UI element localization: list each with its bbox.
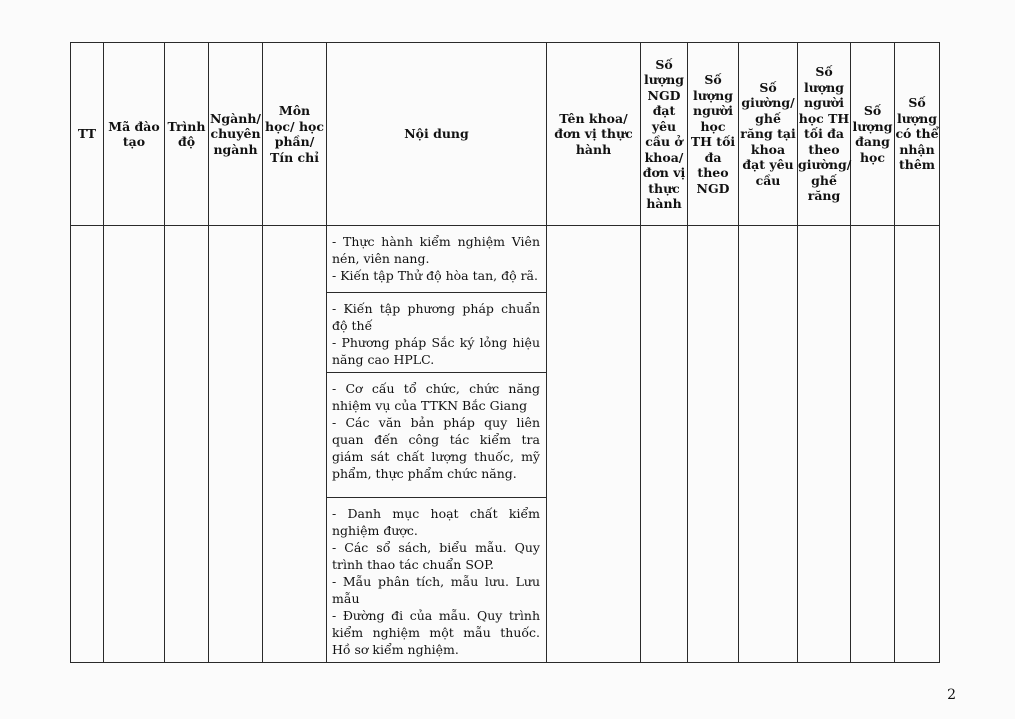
content-block bbox=[327, 373, 546, 498]
cell-so-luong-dang-hoc bbox=[851, 226, 895, 663]
content-line: - Thực hành kiểm nghiệm Viên nén, viên nang. bbox=[332, 234, 540, 266]
cell-so-luong-toi-da-giuong bbox=[798, 226, 851, 663]
content-line: - Kiến tập phương pháp chuẩn độ thế bbox=[332, 300, 540, 333]
cell-noi-dung bbox=[327, 226, 547, 663]
header-so-giuong: Số giường/ ghế răng tại khoa đạt yêu cầu bbox=[739, 43, 798, 226]
practice-table bbox=[70, 42, 940, 663]
header-noi-dung: Nội dung bbox=[327, 43, 547, 226]
table-row bbox=[71, 226, 940, 663]
header-trinh-do: Trình độ bbox=[165, 43, 209, 226]
cell-so-luong-nguoi-hoc-th bbox=[688, 226, 739, 663]
header-ma-dao-tao: Mã đào tạo bbox=[104, 43, 165, 226]
header-so-luong-nhan-them: Số lượng có thể nhận thêm bbox=[895, 43, 940, 226]
cell-trinh-do bbox=[165, 226, 209, 663]
header-nganh: Ngành/ chuyên ngành bbox=[209, 43, 263, 226]
cell-so-luong-ngd bbox=[641, 226, 688, 663]
content-line: - Mẫu phân tích, mẫu lưu. Lưu mẫu bbox=[332, 573, 540, 606]
header-so-luong-dang-hoc: Số lượng đang học bbox=[851, 43, 895, 226]
cell-ma-dao-tao bbox=[104, 226, 165, 663]
cell-so-giuong bbox=[739, 226, 798, 663]
content-line: - Kiến tập Thử độ hòa tan, độ rã. bbox=[332, 268, 538, 283]
header-row bbox=[71, 43, 940, 226]
header-so-luong-nguoi-hoc-th: Số lượng người học TH tối đa theo NGD bbox=[688, 43, 739, 226]
header-so-luong-ngd: Số lượng NGD đạt yêu cầu ở khoa/ đơn vị thực hành bbox=[641, 43, 688, 226]
header-tt: TT bbox=[71, 43, 104, 226]
content-line: - Cơ cấu tổ chức, chức năng nhiệm vụ của TTKN Bắc Giang bbox=[332, 381, 540, 414]
content-line: - Phương pháp Sắc ký lỏng hiệu năng cao HPLC. bbox=[332, 334, 540, 367]
header-so-luong-toi-da-giuong: Số lượng người học TH tối đa theo giường/ ghế răng bbox=[798, 43, 851, 226]
content-block bbox=[327, 293, 546, 373]
content-line: - Danh mục hoạt chất kiểm nghiệm được. bbox=[332, 505, 540, 538]
cell-tt bbox=[71, 226, 104, 663]
cell-nganh bbox=[209, 226, 263, 663]
content-block bbox=[327, 226, 546, 293]
cell-so-luong-nhan-them bbox=[895, 226, 940, 663]
content-line: - Các sổ sách, biểu mẫu. Quy trình thao tác chuẩn SOP. bbox=[332, 539, 540, 572]
cell-mon-hoc bbox=[263, 226, 327, 663]
header-mon-hoc: Môn học/ học phần/ Tín chỉ bbox=[263, 43, 327, 226]
page-number: 2 bbox=[947, 687, 956, 703]
content-block bbox=[327, 498, 546, 662]
cell-ten-khoa bbox=[547, 226, 641, 663]
content-line: - Đường đi của mẫu. Quy trình kiểm nghiệm một mẫu thuốc. Hồ sơ kiểm nghiệm. bbox=[332, 607, 540, 657]
header-ten-khoa: Tên khoa/ đơn vị thực hành bbox=[547, 43, 641, 226]
content-line: - Các văn bản pháp quy liên quan đến công tác kiểm tra giám sát chất lượng thuốc, mỹ phẩm, thực phẩm chức năng. bbox=[332, 415, 540, 482]
